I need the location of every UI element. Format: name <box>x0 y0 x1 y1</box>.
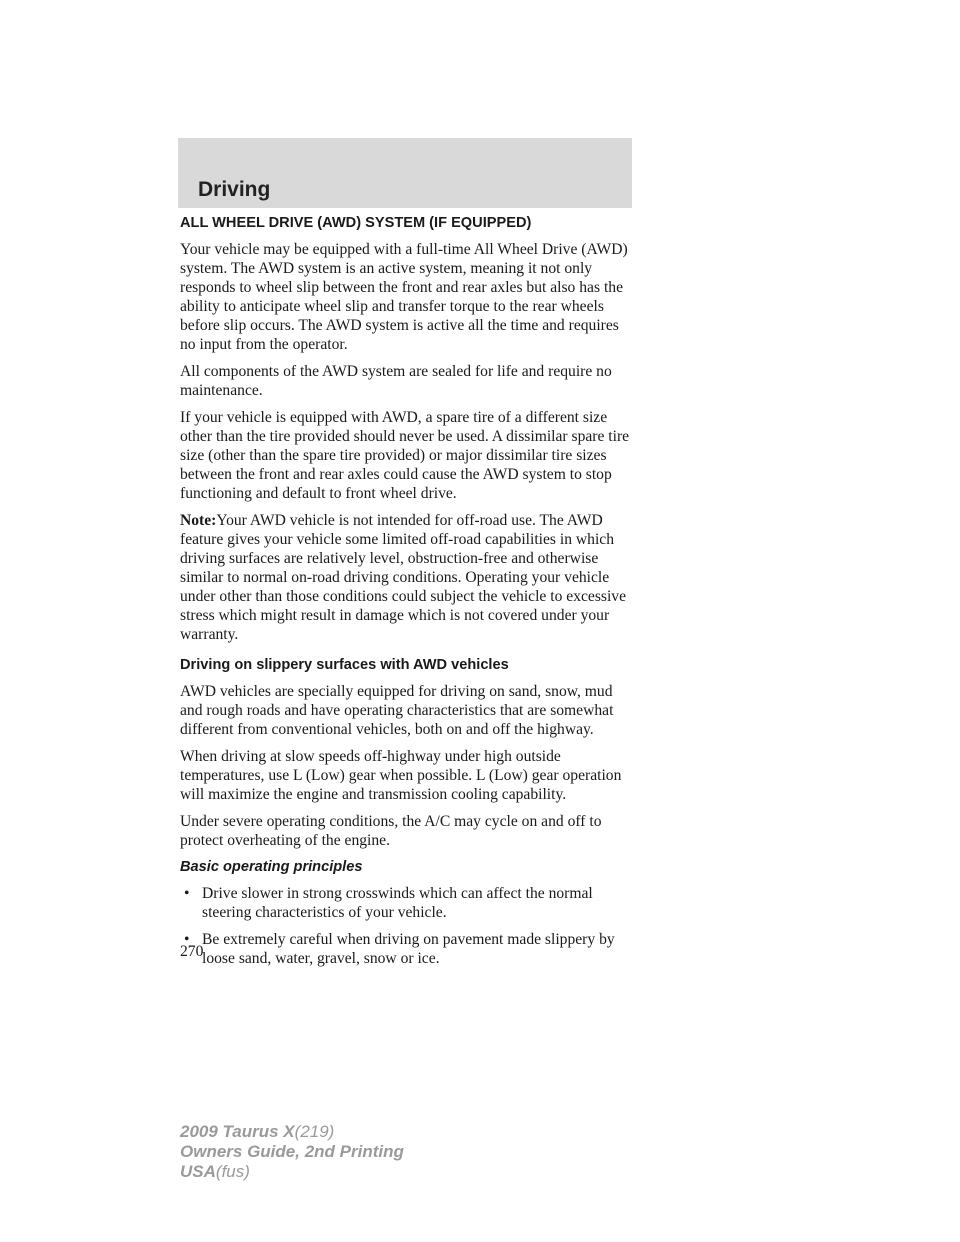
note-paragraph <box>180 511 634 644</box>
list-item <box>180 930 634 968</box>
list-item-text: Drive slower in strong crosswinds which can affect the normal steering characteristics of your vehicle. <box>202 885 593 921</box>
footer-model: 2009 Taurus X <box>180 1122 295 1141</box>
footer-line-guide <box>180 1142 404 1162</box>
print-footer <box>180 1122 404 1182</box>
footer-region: USA <box>180 1162 216 1181</box>
section-title: Driving <box>198 178 271 201</box>
list-item <box>180 884 634 922</box>
footer-line-model <box>180 1122 404 1142</box>
paragraph-sealed-components: All components of the AWD system are sealed for life and require no maintenance. <box>180 363 612 399</box>
footer-model-code: (219) <box>294 1122 335 1141</box>
list-item-text: Be extremely careful when driving on pavement made slippery by loose sand, water, gravel, snow or ice. <box>202 931 615 967</box>
paragraph-low-gear: When driving at slow speeds off-highway under high outside temperatures, use L (Low) gear when possible. L (Low) gear operation will maximize the engine and transmission cooling capability. <box>180 748 622 803</box>
paragraph-spare-tire: If your vehicle is equipped with AWD, a spare tire of a different size other than the tire provided should never be used. A dissimilar spare tire size (other than the spare tire provided) or major dissimilar tire sizes between the front and rear axles could cause the AWD system to stop functioning and default to front wheel drive. <box>180 409 630 502</box>
bullet-icon: • <box>184 931 190 948</box>
paragraph-awd-intro: Your vehicle may be equipped with a full-time All Wheel Drive (AWD) system. The AWD system is an active system, meaning it not only responds to wheel slip between the front and rear axles but also has the ability to anticipate wheel slip and transfer torque to the rear wheels before slip occurs. The AWD system is active all the time and requires no input from the operator. <box>180 241 628 353</box>
sub-heading-slippery: Driving on slippery surfaces with AWD vehicles <box>180 657 509 673</box>
paragraph-special-equipment: AWD vehicles are specially equipped for driving on sand, snow, mud and rough roads and have operating characteristics that are somewhat different from conventional vehicles, both on and off the highway. <box>180 683 614 738</box>
bullet-icon: • <box>184 885 190 902</box>
page-number: 270 <box>180 943 204 960</box>
main-heading: ALL WHEEL DRIVE (AWD) SYSTEM (IF EQUIPPED) <box>180 215 532 231</box>
section-header-band <box>178 138 632 208</box>
principles-heading: Basic operating principles <box>180 859 363 875</box>
principles-list <box>180 884 634 968</box>
page-content <box>180 214 634 976</box>
note-label: Note: <box>180 512 217 529</box>
footer-region-code: (fus) <box>215 1162 250 1181</box>
footer-guide: Owners Guide, 2nd Printing <box>180 1142 404 1161</box>
paragraph-ac-cycle: Under severe operating conditions, the A/C may cycle on and off to protect overheating of the engine. <box>180 813 602 849</box>
footer-line-region <box>180 1162 404 1182</box>
note-text: Your AWD vehicle is not intended for off-road use. The AWD feature gives your vehicle some limited off-road capabilities in which driving surfaces are relatively level, obstruction-free and otherwise similar to normal on-road driving conditions. Operating your vehicle under other than those conditions could subject the vehicle to excessive stress which might result in damage which is not covered under your warranty. <box>180 512 627 643</box>
